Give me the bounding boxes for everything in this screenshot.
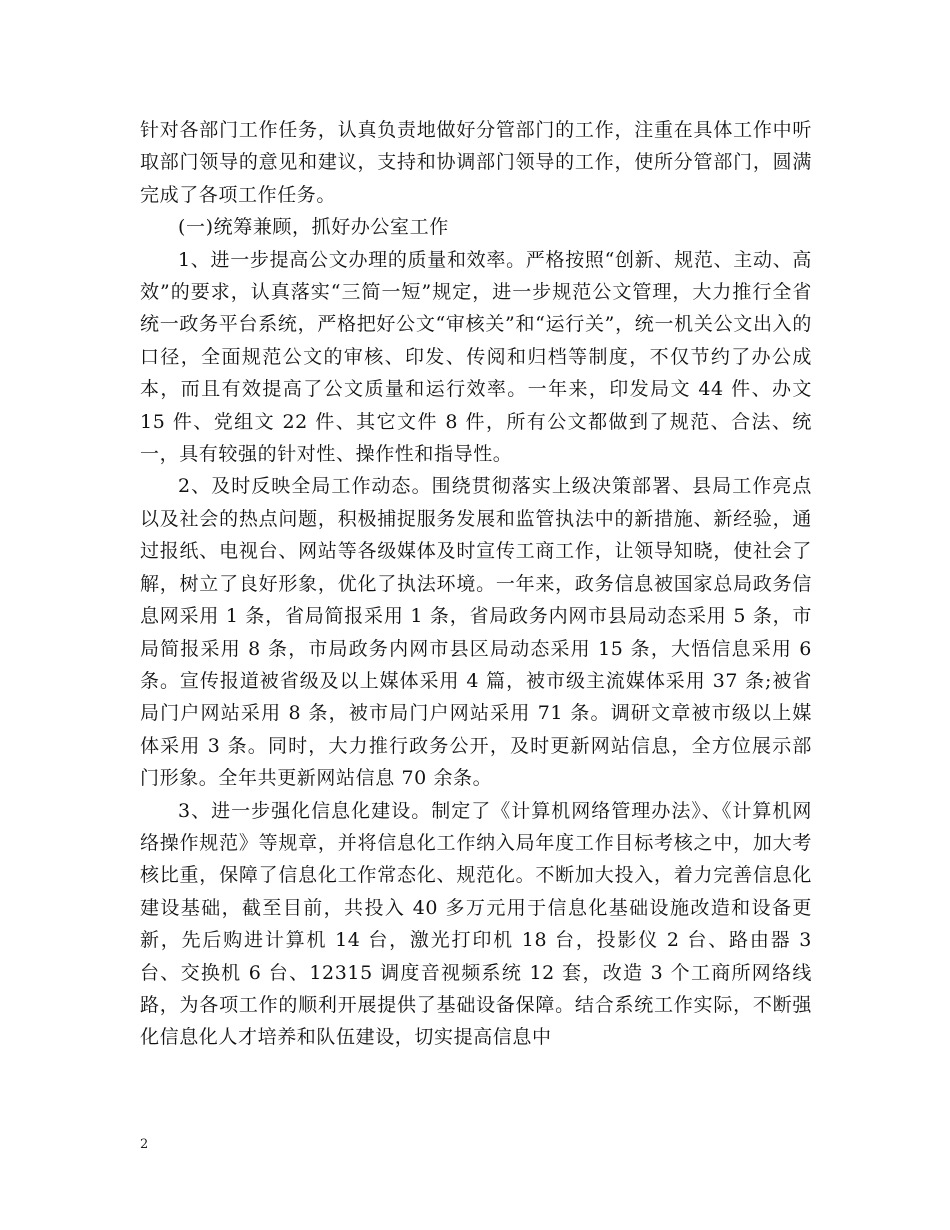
paragraph-1: 针对各部门工作任务，认真负责地做好分管部门的工作，注重在具体工作中听取部门领导的意见和建议，支持和协调部门领导的工作，使所分管部门，圆满完成了各项工作任务。 (140, 119, 812, 206)
document-body (140, 114, 812, 1054)
paragraph-4: 3、进一步强化信息化建设。制定了《计算机网络管理办法》、《计算机网络操作规范》等规章，并将信息化工作纳入局年度工作目标考核之中，加大考核比重，保障了信息化工作常态化、规范化。不断加大投入，着力完善信息化建设基础，截至目前，共投入 40 多万元用于信息化基础设施改造和设备更新，先后购进计算机 14 台，激光打印机 18 台，投影仪 2 台、路由器 3 台、交换机 6 台、12315 调度音视频系统 12 套，改造 3 个工商所网络线路，为各项工作的顺利开展提供了基础设备保障。结合系统工作实际，不断强化信息化人才培养和队伍建设，切实提高信息中 (140, 799, 812, 1049)
paragraph-3: 2、及时反映全局工作动态。围绕贯彻落实上级决策部署、县局工作亮点以及社会的热点问题，积极捕捉服务发展和监管执法中的新措施、新经验，通过报纸、电视台、网站等各级媒体及时宣传工商工作，让领导知晓，使社会了解，树立了良好形象，优化了执法环境。一年来，政务信息被国家总局政务信息网采用 1 条，省局简报采用 1 条，省局政务内网市县局动态采用 5 条，市局简报采用 8 条，市局政务内网市县区局动态采用 15 条，大悟信息采用 6 条。宣传报道被省级及以上媒体采用 4 篇，被市级主流媒体采用 37 条;被省局门户网站采用 8 条，被市局门户网站采用 71 条。调研文章被市级以上媒体采用 3 条。同时，大力推行政务公开，及时更新网站信息，全方位展示部门形象。全年共更新网站信息 70 余条。 (140, 475, 812, 790)
page-number: 2 (140, 1137, 149, 1152)
section-heading: (一)统筹兼顾，抓好办公室工作 (178, 216, 449, 239)
paragraph-2: 1、进一步提高公文办理的质量和效率。严格按照“创新、规范、主动、高效”的要求，认真落实“三简一短”规定，进一步规范公文管理，大力推行全省统一政务平台系统，严格把好公文“审核关”和“运行关”，统一机关公文出入的口径，全面规范公文的审核、印发、传阅和归档等制度，不仅节约了办公成本，而且有效提高了公文质量和运行效率。一年来，印发局文 44 件、办文 15 件、党组文 22 件、其它文件 8 件，所有公文都做到了规范、合法、统一，具有较强的针对性、操作性和指导性。 (140, 248, 812, 466)
